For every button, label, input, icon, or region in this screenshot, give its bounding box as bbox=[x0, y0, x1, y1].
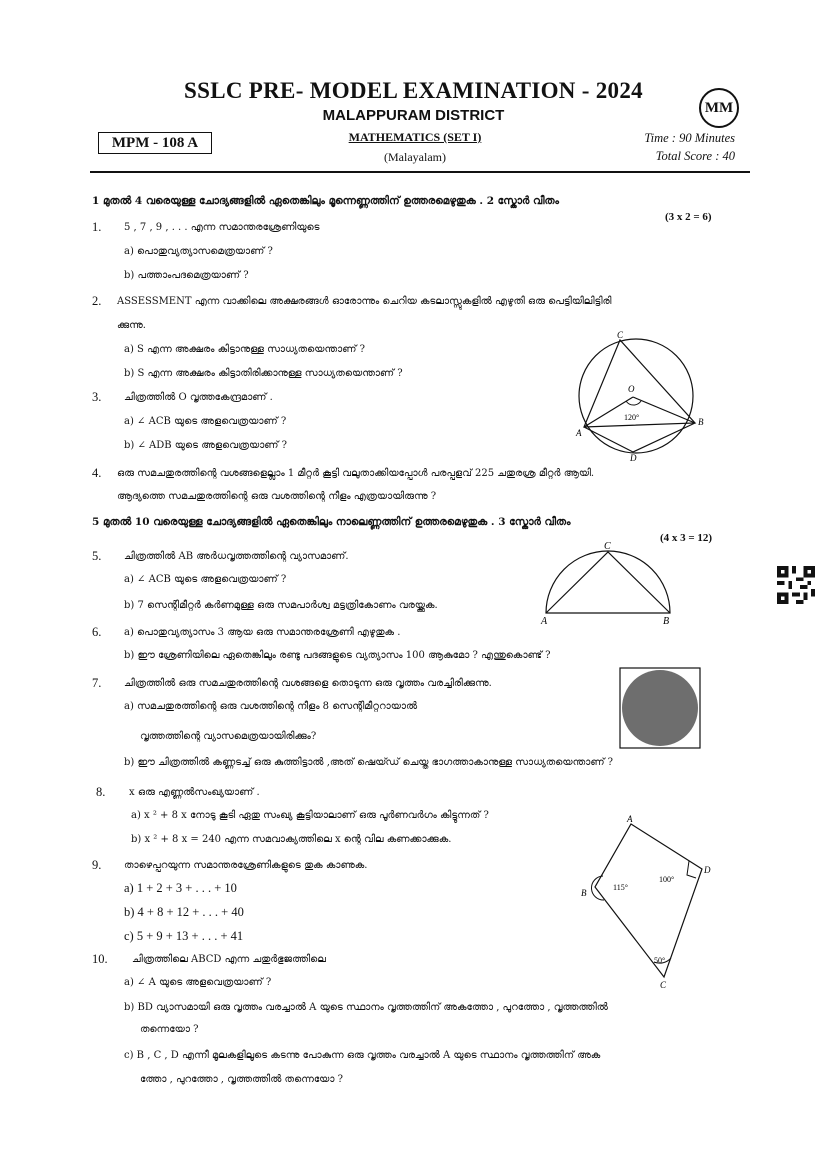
q3-number: 3. bbox=[92, 390, 102, 404]
q1-text: 5 , 7 , 9 , . . . എന്ന സമാന്തരശ്രേണിയുടെ bbox=[124, 222, 320, 233]
q10-quadrilateral-figure bbox=[575, 812, 715, 990]
paper-code: MPM - 108 A bbox=[98, 132, 212, 154]
q10-part-c-cont: ത്തോ , പുറത്തോ , വൃത്തത്തിൽ തന്നെയോ ? bbox=[140, 1074, 343, 1085]
q5-semicircle-figure bbox=[538, 538, 678, 626]
section1-instruction: 1 മുതൽ 4 വരെയുള്ള ചോദ്യങ്ങളിൽ ഏതെങ്കിലും മൂന്നെണ്ണത്തിന് ഉത്തരമെഴുതുക . 2 സ്കോർ വീതം bbox=[92, 195, 559, 207]
fig3-label-d: D bbox=[630, 453, 637, 462]
fig10-label-c: C bbox=[660, 980, 667, 990]
fig3-label-a: A bbox=[576, 428, 582, 438]
q8-part-a: a) x ² + 8 x നോടു കൂടി ഏതു സംഖ്യ കൂട്ടിയാലാണ് ഒരു പൂർണവർഗം കിട്ടുന്നത് ? bbox=[131, 810, 489, 821]
q7-text: ചിത്രത്തിൽ ഒരു സമചതുരത്തിന്റെ വശങ്ങളെ തൊടുന്ന ഒരു വൃത്തം വരച്ചിരിക്കുന്നു. bbox=[124, 678, 492, 689]
fig3-label-b: B bbox=[698, 417, 704, 427]
district-name: MALAPPURAM DISTRICT bbox=[322, 107, 505, 124]
fig3-label-c: C bbox=[617, 330, 624, 340]
q9-part-b: b) 4 + 8 + 12 + . . . + 40 bbox=[124, 905, 244, 919]
fig3-label-angle: 120° bbox=[624, 413, 640, 422]
q3-circle-figure bbox=[570, 330, 710, 462]
q6-part-a: a) പൊതുവ്യത്യാസം 3 ആയ ഒരു സമാന്തരശ്രേണി എഴുതുക . bbox=[124, 627, 401, 638]
q10-text: ചിത്രത്തിലെ ABCD എന്ന ചതുർഭുജത്തിലെ bbox=[132, 954, 326, 965]
fig10-label-b: B bbox=[581, 888, 587, 898]
q9-part-c: c) 5 + 9 + 13 + . . . + 41 bbox=[124, 929, 244, 943]
q9-part-a: a) 1 + 2 + 3 + . . . + 10 bbox=[124, 881, 237, 895]
fig10-label-angle-b: 115° bbox=[613, 883, 628, 892]
exam-title: SSLC PRE- MODEL EXAMINATION - 2024 bbox=[184, 78, 643, 103]
q5-number: 5. bbox=[92, 549, 102, 563]
q9-number: 9. bbox=[92, 858, 102, 872]
fig5-label-a: A bbox=[541, 616, 548, 626]
header-divider bbox=[90, 171, 750, 173]
q5-part-b: b) 7 സെന്റിമീറ്റർ കർണമുള്ള ഒരു സമപാർശ്വ മട്ടത്രികോണം വരയ്ക്കുക. bbox=[124, 600, 438, 611]
q7-number: 7. bbox=[92, 676, 102, 690]
q9-text: താഴെപ്പറയുന്ന സമാന്തരശ്രേണികളുടെ തുക കാണുക. bbox=[124, 860, 368, 871]
q2-part-a: a) S എന്ന അക്ഷരം കിട്ടാനുള്ള സാധ്യതയെന്താണ് ? bbox=[124, 344, 365, 355]
fig5-label-c: C bbox=[604, 541, 611, 552]
fig10-label-angle-d: 100° bbox=[659, 875, 675, 884]
q10-number: 10. bbox=[92, 952, 108, 966]
q3-text: ചിത്രത്തിൽ O വൃത്തകേന്ദ്രമാണ് . bbox=[124, 392, 273, 403]
q8-part-b: b) x ² + 8 x = 240 എന്ന സമവാക്യത്തിലെ x ന്റെ വില കണക്കാക്കുക. bbox=[131, 834, 452, 845]
section2-marks: (4 x 3 = 12) bbox=[660, 532, 713, 544]
shaded-circle bbox=[622, 670, 698, 746]
q10-part-b-cont: തന്നെയോ ? bbox=[140, 1024, 199, 1035]
fig5-label-b: B bbox=[663, 616, 670, 626]
q10-part-c: c) B , C , D എന്നീ മൂലകളിലൂടെ കടന്നു പോകുന്ന ഒരു വൃത്തം വരച്ചാൽ A യുടെ സ്ഥാനം വൃത്തത്തിന് അക bbox=[124, 1050, 601, 1061]
qr-code bbox=[776, 566, 816, 604]
q4-text-cont: ആദ്യത്തെ സമചതുരത്തിന്റെ ഒരു വശത്തിന്റെ നീളം എത്രയായിരുന്നു ? bbox=[117, 491, 437, 502]
q4-number: 4. bbox=[92, 466, 102, 480]
fig10-label-a: A bbox=[627, 814, 633, 824]
q6-number: 6. bbox=[92, 625, 102, 639]
q5-text: ചിത്രത്തിൽ AB അർധവൃത്തത്തിന്റെ വ്യാസമാണ്. bbox=[124, 551, 349, 562]
q7-part-b: b) ഈ ചിത്രത്തിൽ കണ്ണടച്ച് ഒരു കുത്തിട്ടാൽ ,അത് ഷെയ്ഡ് ചെയ്ത ഭാഗത്താകാനുള്ള സാധ്യതയെന്താണ് ? bbox=[124, 757, 614, 768]
q2-text: ASSESSMENT എന്ന വാക്കിലെ അക്ഷരങ്ങൾ ഓരോന്നും ചെറിയ കടലാസ്സുകളിൽ എഴുതി ഒരു പെട്ടിയിലിട്ടിരി bbox=[117, 296, 612, 307]
fig10-label-d: D bbox=[704, 865, 711, 875]
q2-number: 2. bbox=[92, 294, 102, 308]
q8-text: x ഒരു എണ്ണൽസംഖ്യയാണ് . bbox=[129, 787, 260, 798]
fig3-label-o: O bbox=[628, 384, 635, 394]
q1-part-b: b) പത്താംപദമെത്രയാണ് ? bbox=[124, 270, 249, 281]
q1-part-a: a) പൊതുവ്യത്യാസമെത്രയാണ് ? bbox=[124, 246, 273, 257]
total-score: Total Score : 40 bbox=[655, 149, 735, 163]
mm-logo: MM bbox=[699, 88, 739, 128]
q7-part-a: a) സമചതുരത്തിന്റെ ഒരു വശത്തിന്റെ നീളം 8 സെന്റിമീറ്ററായാൽ bbox=[124, 701, 418, 712]
q10-part-a: a) ∠ A യുടെ അളവെത്രയാണ് ? bbox=[124, 977, 272, 988]
q5-part-a: a) ∠ ACB യുടെ അളവെത്രയാണ് ? bbox=[124, 574, 287, 585]
section1-marks: (3 x 2 = 6) bbox=[665, 211, 712, 223]
q2-text-cont: ക്കുന്നു. bbox=[117, 320, 146, 331]
q10-part-b: b) BD വ്യാസമായി ഒരു വൃത്തം വരച്ചാൽ A യുടെ സ്ഥാനം വൃത്തത്തിന് അകത്തോ , പുറത്തോ , വൃത്തത്തിൽ bbox=[124, 1002, 608, 1013]
fig10-label-angle-c: 50° bbox=[654, 956, 666, 965]
q7-square-circle-figure bbox=[619, 667, 701, 749]
q8-number: 8. bbox=[96, 785, 106, 799]
q3-part-a: a) ∠ ACB യുടെ അളവെത്രയാണ് ? bbox=[124, 416, 287, 427]
q3-part-b: b) ∠ ADB യുടെ അളവെത്രയാണ് ? bbox=[124, 440, 287, 451]
q6-part-b: b) ഈ ശ്രേണിയിലെ ഏതെങ്കിലും രണ്ടു പദങ്ങളുടെ വ്യത്യാസം 100 ആകുമോ ? എന്തുകൊണ്ട് ? bbox=[124, 650, 551, 661]
language: (Malayalam) bbox=[384, 150, 446, 164]
q2-part-b: b) S എന്ന അക്ഷരം കിട്ടാതിരിക്കാനുള്ള സാധ്യതയെന്താണ് ? bbox=[124, 368, 403, 379]
time-allowed: Time : 90 Minutes bbox=[644, 131, 735, 145]
subject: MATHEMATICS (SET I) bbox=[348, 130, 482, 144]
q1-number: 1. bbox=[92, 220, 102, 234]
section2-instruction: 5 മുതൽ 10 വരെയുള്ള ചോദ്യങ്ങളിൽ ഏതെങ്കിലും നാലെണ്ണത്തിന് ഉത്തരമെഴുതുക . 3 സ്കോർ വീതം bbox=[92, 516, 571, 528]
q7-part-a-cont: വൃത്തത്തിന്റെ വ്യാസമെത്രയായിരിക്കും? bbox=[140, 731, 317, 742]
q4-text: ഒരു സമചതുരത്തിന്റെ വശങ്ങളെല്ലാം 1 മീറ്റർ കൂട്ടി വലുതാക്കിയപ്പോൾ പരപ്പളവ് 225 ചതുരശ്ര മീറ്റർ ആയി. bbox=[117, 468, 595, 479]
